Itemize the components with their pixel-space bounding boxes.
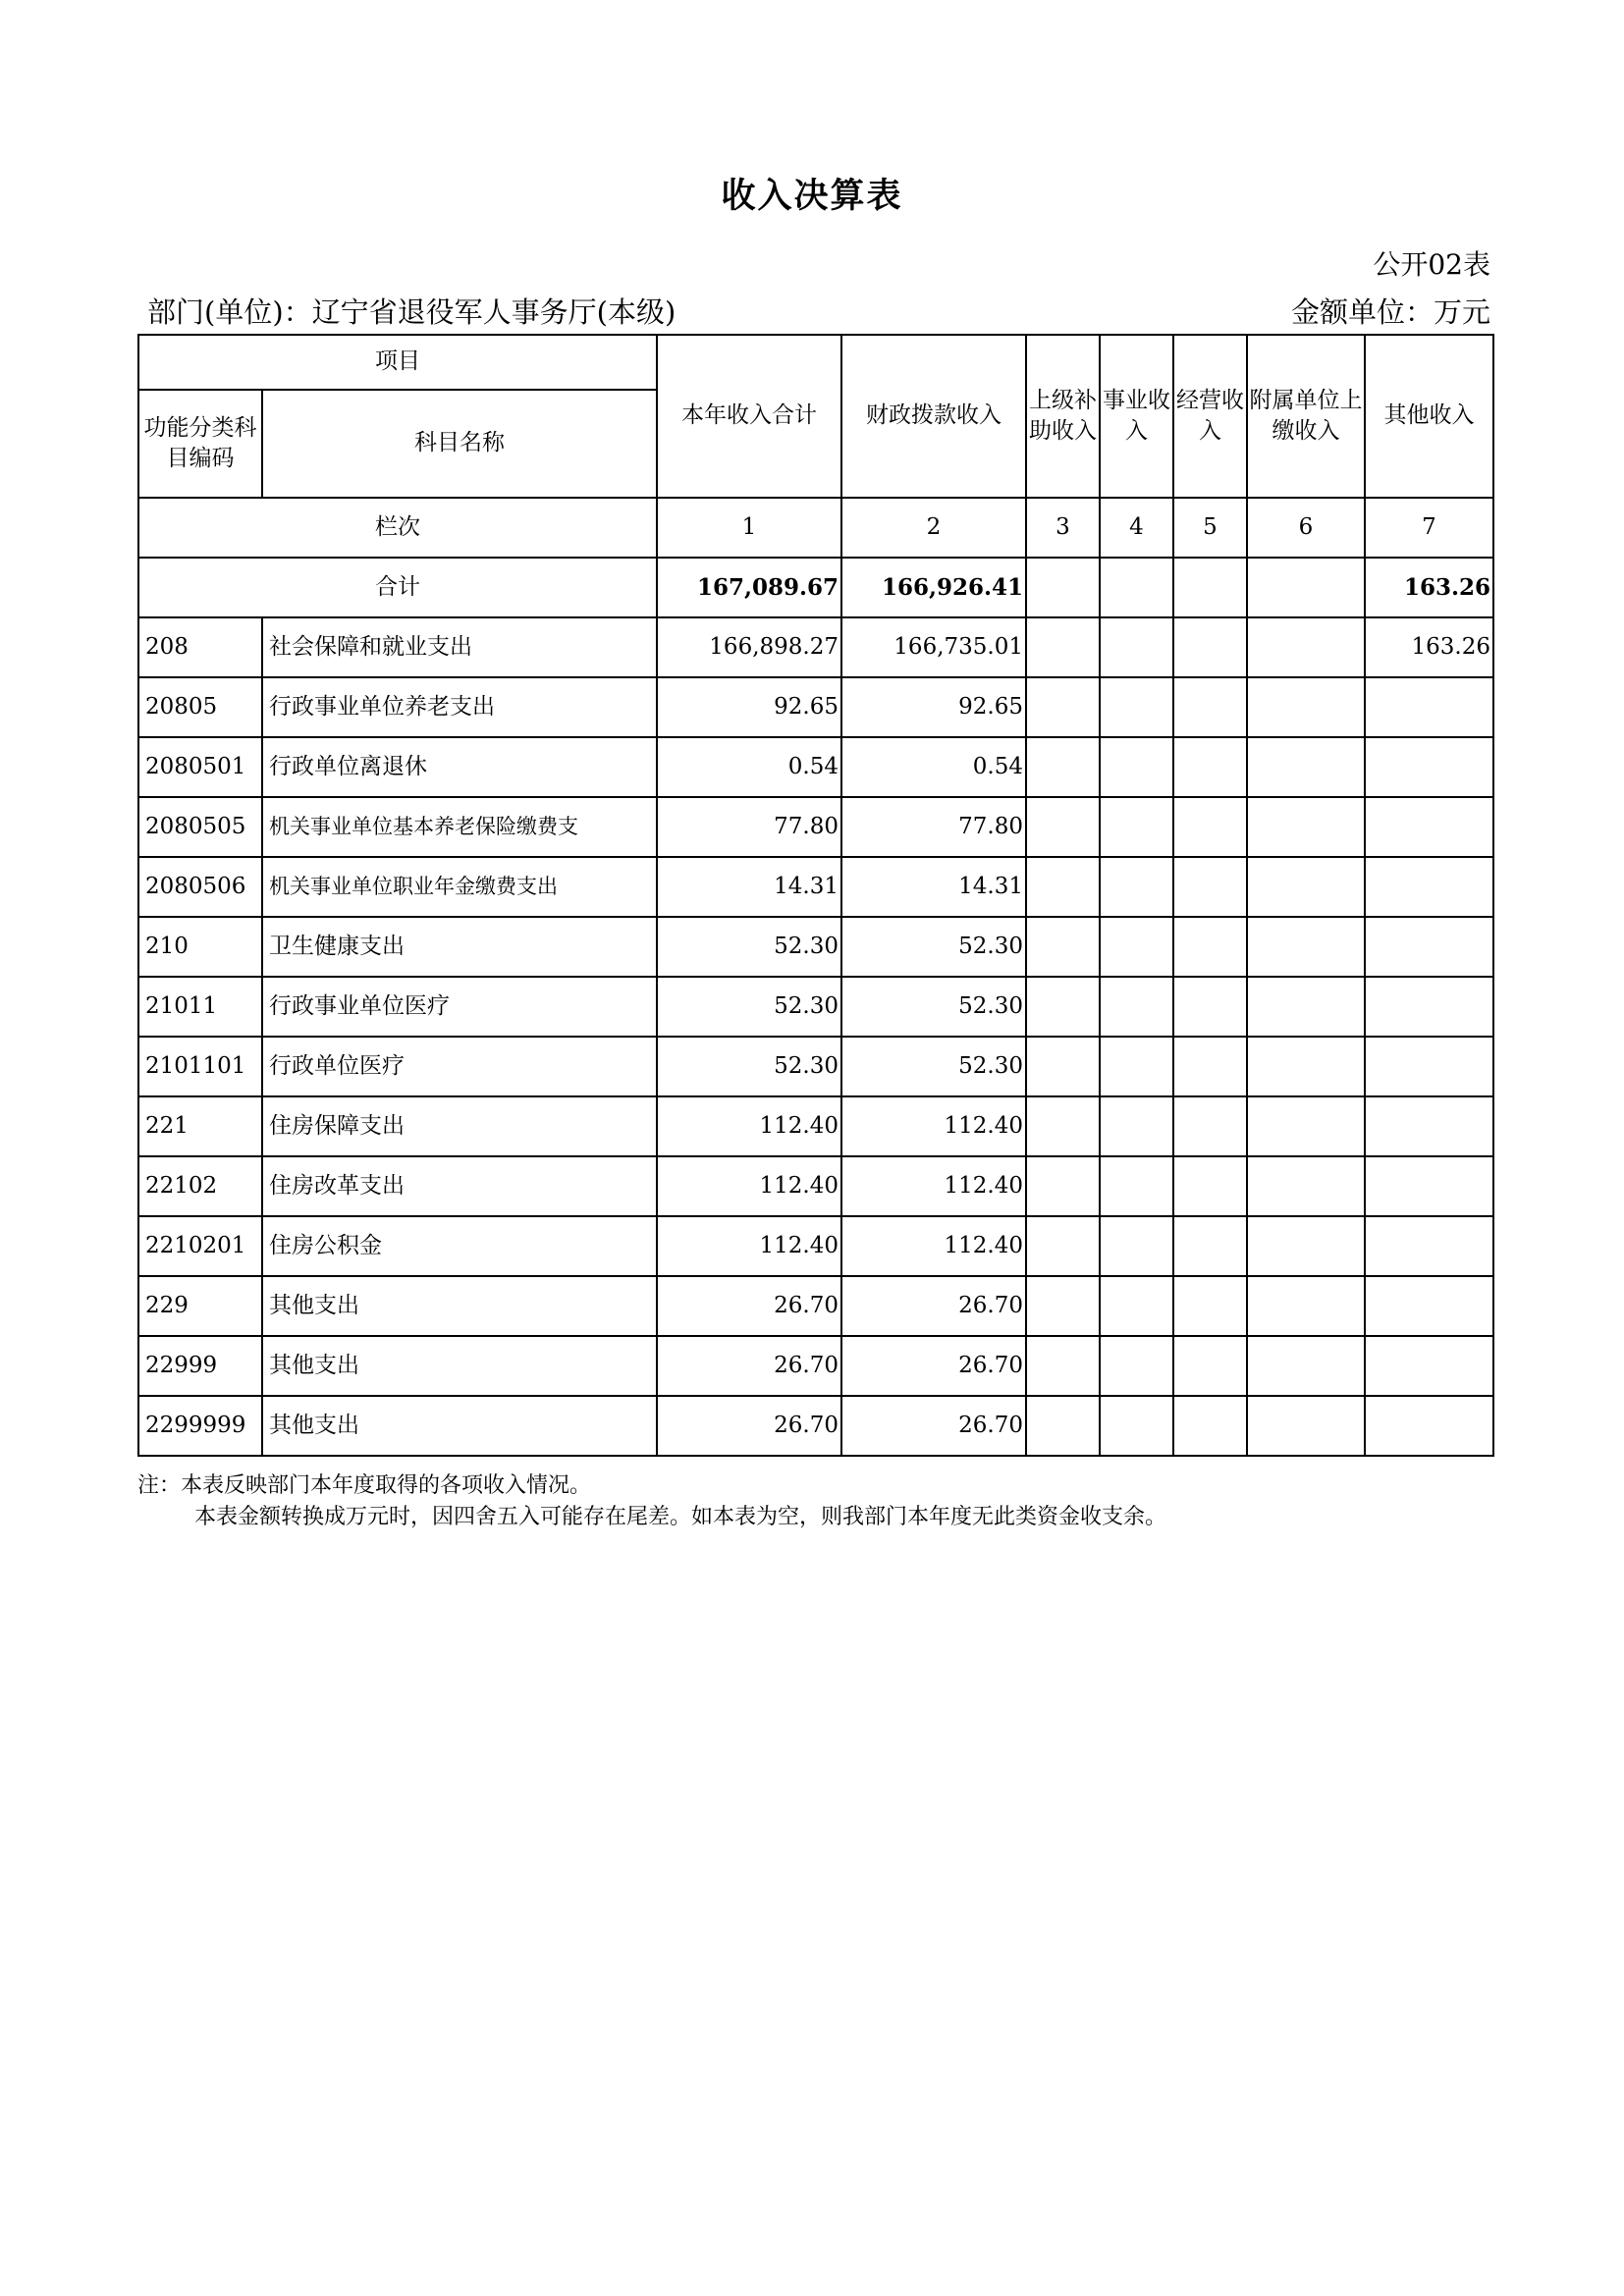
amount-cell: [1100, 1037, 1173, 1096]
amount-cell: [1247, 977, 1365, 1037]
amount-cell: [1247, 917, 1365, 977]
subject-code: 2210201: [138, 1216, 262, 1276]
total-cell: [1247, 558, 1365, 617]
table-row: [138, 617, 1493, 677]
amount-cell: 52.30: [841, 917, 1026, 977]
table-row: [138, 1396, 1493, 1456]
amount-cell: 163.26: [1365, 617, 1493, 677]
amount-cell: 112.40: [657, 1096, 841, 1156]
amount-cell: [1173, 1096, 1247, 1156]
amount-cell: [1026, 1037, 1100, 1096]
table-row: [138, 917, 1493, 977]
amount-cell: [1365, 857, 1493, 917]
amount-cell: [1026, 797, 1100, 857]
note-line-1: 注：本表反映部门本年度取得的各项收入情况。: [137, 1473, 592, 1498]
amount-cell: [1247, 1396, 1365, 1456]
amount-cell: 26.70: [841, 1276, 1026, 1336]
amount-cell: [1100, 857, 1173, 917]
subject-code: 22999: [138, 1336, 262, 1396]
total-cell: 163.26: [1365, 558, 1493, 617]
total-cell: 167,089.67: [657, 558, 841, 617]
amount-cell: [1100, 797, 1173, 857]
amount-cell: 52.30: [657, 917, 841, 977]
amount-cell: [1247, 1156, 1365, 1216]
amount-cell: 112.40: [841, 1096, 1026, 1156]
subject-name: 社会保障和就业支出: [262, 617, 657, 677]
subject-name: 行政事业单位养老支出: [262, 677, 657, 737]
note-line-2: 本表金额转换成万元时，因四舍五入可能存在尾差。如本表为空，则我部门本年度无此类资金收支余。: [194, 1505, 1167, 1529]
header-subject-name: 科目名称: [262, 390, 657, 498]
amount-cell: 14.31: [841, 857, 1026, 917]
column-index-3: 3: [1026, 498, 1100, 558]
form-code: 公开02表: [1373, 248, 1490, 281]
subject-code: 20805: [138, 677, 262, 737]
amount-cell: [1247, 797, 1365, 857]
amount-cell: [1173, 737, 1247, 797]
amount-cell: [1173, 677, 1247, 737]
subject-code: 22102: [138, 1156, 262, 1216]
amount-cell: 26.70: [657, 1336, 841, 1396]
subject-code: 2299999: [138, 1396, 262, 1456]
amount-cell: [1173, 1396, 1247, 1456]
table-row: [138, 1096, 1493, 1156]
table-row: [138, 1216, 1493, 1276]
subject-code: 2101101: [138, 1037, 262, 1096]
header-col5: 经营收入: [1173, 335, 1247, 498]
amount-cell: [1100, 917, 1173, 977]
page-title: 收入决算表: [721, 177, 903, 216]
amount-cell: [1365, 1156, 1493, 1216]
subject-code: 208: [138, 617, 262, 677]
amount-cell: [1365, 737, 1493, 797]
amount-cell: [1026, 617, 1100, 677]
subject-name: 行政单位医疗: [262, 1037, 657, 1096]
amount-cell: 166,898.27: [657, 617, 841, 677]
amount-cell: [1026, 917, 1100, 977]
subject-code: 2080501: [138, 737, 262, 797]
amount-cell: [1173, 1276, 1247, 1336]
amount-cell: 52.30: [657, 1037, 841, 1096]
amount-cell: [1365, 1276, 1493, 1336]
amount-cell: 112.40: [841, 1216, 1026, 1276]
amount-cell: [1173, 917, 1247, 977]
total-cell: [1100, 558, 1173, 617]
amount-cell: 0.54: [657, 737, 841, 797]
amount-cell: [1247, 1336, 1365, 1396]
amount-cell: 92.65: [657, 677, 841, 737]
amount-cell: [1026, 1276, 1100, 1336]
amount-cell: [1365, 1396, 1493, 1456]
column-index-1: 1: [657, 498, 841, 558]
table-row: [138, 1276, 1493, 1336]
subject-name: 行政单位离退休: [262, 737, 657, 797]
amount-cell: [1100, 1396, 1173, 1456]
subject-name: 住房公积金: [262, 1216, 657, 1276]
amount-cell: [1026, 977, 1100, 1037]
column-index-4: 4: [1100, 498, 1173, 558]
amount-cell: [1026, 857, 1100, 917]
amount-unit-label: 金额单位：万元: [1290, 295, 1490, 329]
amount-cell: [1365, 917, 1493, 977]
amount-cell: [1100, 737, 1173, 797]
subject-name: 卫生健康支出: [262, 917, 657, 977]
subject-name: 其他支出: [262, 1396, 657, 1456]
amount-cell: [1365, 1037, 1493, 1096]
amount-cell: [1173, 1216, 1247, 1276]
subject-name: 住房保障支出: [262, 1096, 657, 1156]
subject-name: 行政事业单位医疗: [262, 977, 657, 1037]
amount-cell: [1173, 977, 1247, 1037]
table-row: [138, 737, 1493, 797]
total-cell: [1173, 558, 1247, 617]
amount-cell: [1365, 1216, 1493, 1276]
amount-cell: [1173, 1336, 1247, 1396]
total-cell: [1026, 558, 1100, 617]
header-col4: 事业收入: [1100, 335, 1173, 498]
header-col3: 上级补助收入: [1026, 335, 1100, 498]
subject-name: 住房改革支出: [262, 1156, 657, 1216]
header-col1: 本年收入合计: [657, 335, 841, 498]
subject-name: 其他支出: [262, 1276, 657, 1336]
amount-cell: [1100, 677, 1173, 737]
subject-code: 2080506: [138, 857, 262, 917]
column-index-7: 7: [1365, 498, 1493, 558]
subject-code: 210: [138, 917, 262, 977]
amount-cell: 52.30: [841, 977, 1026, 1037]
amount-cell: 26.70: [841, 1396, 1026, 1456]
amount-cell: 166,735.01: [841, 617, 1026, 677]
amount-cell: [1247, 677, 1365, 737]
total-cell: 166,926.41: [841, 558, 1026, 617]
table-row: [138, 1156, 1493, 1216]
amount-cell: [1173, 1156, 1247, 1216]
amount-cell: [1247, 617, 1365, 677]
amount-cell: 112.40: [841, 1156, 1026, 1216]
amount-cell: [1365, 977, 1493, 1037]
amount-cell: [1026, 1396, 1100, 1456]
header-func-code: 功能分类科目编码: [138, 390, 262, 498]
amount-cell: [1026, 677, 1100, 737]
subject-name: 机关事业单位基本养老保险缴费支: [262, 797, 657, 857]
amount-cell: [1247, 1037, 1365, 1096]
amount-cell: [1026, 1156, 1100, 1216]
amount-cell: [1100, 1096, 1173, 1156]
column-index-2: 2: [841, 498, 1026, 558]
amount-cell: [1100, 1156, 1173, 1216]
amount-cell: [1026, 1216, 1100, 1276]
column-index-5: 5: [1173, 498, 1247, 558]
amount-cell: [1100, 617, 1173, 677]
amount-cell: [1365, 797, 1493, 857]
amount-cell: [1100, 1336, 1173, 1396]
subject-name: 其他支出: [262, 1336, 657, 1396]
column-index-label: 栏次: [138, 498, 657, 558]
table-row: [138, 857, 1493, 917]
amount-cell: 112.40: [657, 1216, 841, 1276]
table-row: [138, 677, 1493, 737]
income-table: [137, 334, 1494, 1457]
column-index-6: 6: [1247, 498, 1365, 558]
header-col7: 其他收入: [1365, 335, 1493, 498]
header-col6: 附属单位上缴收入: [1247, 335, 1365, 498]
amount-cell: [1100, 1216, 1173, 1276]
header-item: 项目: [138, 335, 657, 390]
department-label: 部门(单位)：辽宁省退役军人事务厅(本级): [147, 295, 677, 329]
amount-cell: [1247, 857, 1365, 917]
subject-code: 229: [138, 1276, 262, 1336]
subject-code: 221: [138, 1096, 262, 1156]
amount-cell: [1100, 1276, 1173, 1336]
amount-cell: [1026, 1096, 1100, 1156]
amount-cell: [1365, 1096, 1493, 1156]
amount-cell: 14.31: [657, 857, 841, 917]
table-row: [138, 977, 1493, 1037]
amount-cell: 52.30: [657, 977, 841, 1037]
amount-cell: [1247, 1276, 1365, 1336]
table-row: [138, 797, 1493, 857]
amount-cell: [1173, 1037, 1247, 1096]
subject-name: 机关事业单位职业年金缴费支出: [262, 857, 657, 917]
amount-cell: 26.70: [657, 1276, 841, 1336]
amount-cell: [1026, 1336, 1100, 1396]
subject-code: 21011: [138, 977, 262, 1037]
table-row: [138, 1037, 1493, 1096]
amount-cell: 26.70: [841, 1336, 1026, 1396]
amount-cell: [1247, 1216, 1365, 1276]
amount-cell: [1026, 737, 1100, 797]
amount-cell: 77.80: [657, 797, 841, 857]
amount-cell: 52.30: [841, 1037, 1026, 1096]
amount-cell: [1247, 1096, 1365, 1156]
amount-cell: 0.54: [841, 737, 1026, 797]
amount-cell: [1365, 677, 1493, 737]
amount-cell: [1100, 977, 1173, 1037]
subject-code: 2080505: [138, 797, 262, 857]
header-col2: 财政拨款收入: [841, 335, 1026, 498]
table-row: [138, 1336, 1493, 1396]
amount-cell: [1173, 797, 1247, 857]
amount-cell: [1173, 617, 1247, 677]
amount-cell: [1247, 737, 1365, 797]
amount-cell: [1365, 1336, 1493, 1396]
amount-cell: 92.65: [841, 677, 1026, 737]
amount-cell: 77.80: [841, 797, 1026, 857]
amount-cell: 112.40: [657, 1156, 841, 1216]
amount-cell: [1173, 857, 1247, 917]
amount-cell: 26.70: [657, 1396, 841, 1456]
total-label: 合计: [138, 558, 657, 617]
